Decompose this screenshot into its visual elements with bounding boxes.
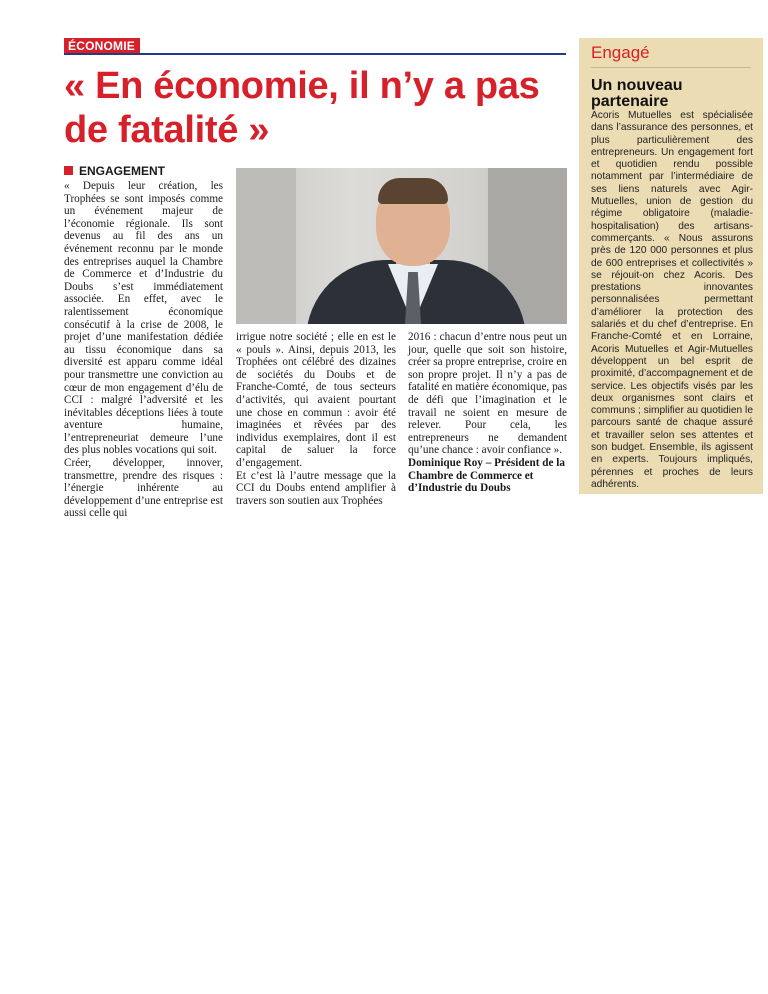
paragraph: Et c’est là l’autre message que la CCI du Doubs entend amplifier à travers son soutien aux Trophées [236,469,396,507]
paragraph: « Depuis leur création, les Trophées se sont imposés comme un événement majeur de l’économie régionale. Ils sont devenus au fil des ans un événement reconnu par le monde des entreprises auquel la Chambre de Commerce et d’Industrie du Doubs s’est immédiatement associée. En effet, avec le ralentissement économique consécutif à la crise de 2008, le projet d’une manifestation dédiée au tissu économique dans sa diversité est apparu comme idéal pour transmettre une conviction au cœur de mon engagement d’élu de CCI : malgré l’adversité et les inévitables déceptions liées à toute aventure humaine, l’entrepreneuriat demeure l’une des plus nobles vocations qui soit. [64,180,223,457]
sidebar-text: Acoris Mutuelles est spécialisée dans l’assurance des personnes, et plus particulièrement des entrepreneurs. Un engagement fort et quotidien rendu possible notamment par l’intermédiaire de ses liens naturels avec Agir-Mutuelles, union de gestion du régime obligatoire (maladie-hospitalisation) des artisans-commerçants. « Nous assurons près de 120 000 personnes et plus de 600 entreprises et collectivités » se réjouit-on chez Acoris. Des prestations innovantes personnalisées permettant d’améliorer la protection des salariés et du chef d’entreprise. En Franche-Comté et en Lorraine, Acoris Mutuelles et Agir-Mutuelles développent un bel esprit de proximité, d’accompagnement et de service. Les objectifs visés par les deux organismes sont clairs et communs ; simplifier au quotidien le parcours santé de chaque assuré et travailler selon ses attentes et son budget. Ensemble, ils agissent en experts. Toujours impliqués, pérennes et proches de leurs adhérents. [591,110,753,490]
article-column-1 [64,180,223,520]
paragraph: 2016 : chacun d’entre nous peut un jour, quelle que soit son histoire, créer sa propre entreprise, croire en son propre projet. Il n’y a pas de fatalité en matière économique, pas de défi que l’imagination et le travail ne soient en mesure de relever. Pour cela, les entrepreneurs ne demandent qu’une chance : avoir confiance ». [408,331,567,457]
kicker-label: ENGAGEMENT [79,164,166,178]
sidebar-rule [591,67,751,68]
portrait-photo [236,168,567,324]
section-rubric: ÉCONOMIE [64,38,140,54]
red-square-icon [64,166,73,175]
paragraph: irrigue notre société ; elle en est le « pouls ». Ainsi, depuis 2013, les Trophées ont célébré des dizaines de sociétés du Doubs et de Franche-Comté, de tous secteurs d’activités, qui avaient pourtant une chose en commun : avoir été imaginées et rêvées par des individus exemplaires, dont il est capital de saluer la force d’engagement. [236,331,396,469]
sidebar-title: Engagé [591,43,650,62]
sidebar-box [579,38,763,494]
sidebar-heading: Un nouveau partenaire [591,77,683,110]
article-column-2 [236,331,396,507]
headline: « En économie, il n’y a pas de fatalité » [64,65,540,151]
kicker [64,164,165,178]
article-column-3 [408,331,567,495]
paragraph: Créer, développer, innover, transmettre, prendre des risques : l’énergie inhérente au développement d’une entreprise est aussi celle qui [64,457,223,520]
signature: Dominique Roy – Président de la Chambre de Commerce et d’Industrie du Doubs [408,456,565,495]
rubric-rule [64,53,566,55]
